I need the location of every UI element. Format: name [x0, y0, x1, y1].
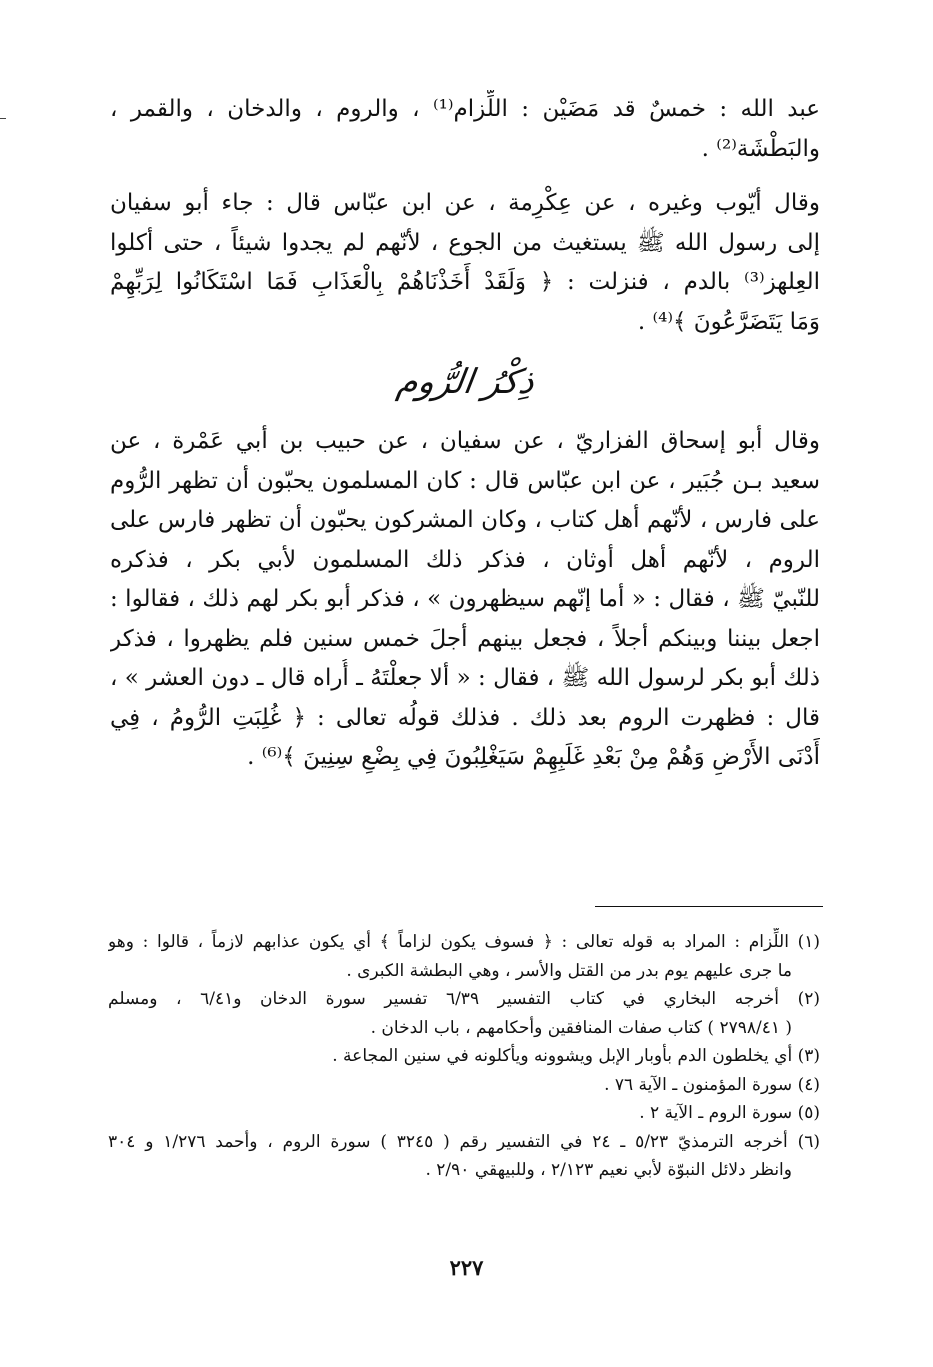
footnote-1: (١) اللِّزام : المراد به قوله تعالى : ﴿ فسوف يكون لزاماً ﴾ أي يكون عذابهم لازماً ، قالوا : وهو: [108, 932, 820, 952]
text-line: عبد الله : خمسٌ قد مَضَيْن : اللِّزام⁽¹⁾ ، والروم ، والدخان ، والقمر ،: [110, 96, 820, 122]
footnote-6: (٦) أخرجه الترمذيّ ٥/٢٣ ـ ٢٤ في التفسير رقم ( ٣٢٤٥ ) سورة الروم ، وأحمد ١/٢٧٦ و ٣٠٤: [108, 1131, 820, 1152]
text-line: أَدْنَى الأَرْضِ وَهُمْ مِنْ بَعْدِ غَلَبِهِمْ سَيَغْلِبُونَ فِي بِضْعِ سِنِينَ ﴾⁽⁶⁾ .: [247, 744, 820, 770]
footnote-2-continued: ( ٢٧٩٨/٤١ ) كتاب صفات المنافقين وأحكامهم ، باب الدخان .: [370, 1017, 792, 1038]
text-line: وقال أبو إسحاق الفزاريّ ، عن سفيان ، عن حبيب بن أبي عَمْرة ، عن: [110, 428, 820, 454]
page-number: ٢٢٧: [449, 1255, 484, 1280]
text-line: سعيد بـن جُبَير ، عن ابن عبّاس قال : كان المسلمون يحبّون أن تظهر الرُّوم: [110, 467, 820, 494]
footnote-1-continued: ما جرى عليهم يوم بدر من القتل والأسر ، وهي البطشة الكبرى .: [346, 960, 792, 981]
section-heading: [110, 342, 820, 422]
footnote-3: (٣) أي يخلطون الدم بأوبار الإبل ويشوونه ويأكلونه في سنين المجاعة .: [332, 1046, 820, 1066]
section-heading-text: ذِكْرُ الرُّوم: [393, 362, 537, 402]
footnote-2: (٢) أخرجه البخاري في كتاب التفسير ٦/٣٩ تفسير سورة الدخان و٦/٤١ ، ومسلم: [108, 989, 820, 1009]
text-line: الروم ، لأنّهم أهل أوثان ، فذكر ذلك المسلمون لأبي بكر ، فذكره: [110, 546, 820, 573]
text-line: للنّبيّ ﷺ ، فقال : « أما إنّهم سيظهرون » ، فذكر أبو بكر لهم ذلك ، فقالوا :: [110, 586, 820, 612]
text-line: على فارس ، لأنّهم أهل كتاب ، وكان المشركون يحبّون أن تظهر فارس على: [110, 507, 820, 533]
footnotes: [108, 928, 820, 1185]
paragraph-2: [110, 184, 820, 342]
footnote-5: (٥) سورة الروم ـ الآية ٢ .: [639, 1103, 820, 1123]
text-line: ذلك أبو بكر لرسول الله ﷺ ، فقال : « ألا جعلْتَهُ ـ أُراه قال ـ دون العشر » ،: [110, 665, 820, 691]
text-line: إلى رسول الله ﷺ يستغيث من الجوع ، لأنّهم لم يجدوا شيئاً ، حتى أكلوا: [110, 229, 820, 256]
paragraph-1: [110, 90, 820, 169]
text-line: اجعل بيننا وبينكم أجلاً ، فجعل بينهم أجلَ خمس سنين فلم يظهروا ، فذكر: [110, 625, 820, 652]
text-line: والبَطْشَة⁽²⁾ .: [701, 135, 820, 162]
text-line: قال : فظهرت الروم بعد ذلك . فذلك قولُه تعالى : ﴿ غُلِبَتِ الرُّومُ ، فِي: [110, 704, 820, 731]
footnote-separator: [595, 906, 823, 907]
text-line: وَمَا يَتَضَرَّعُونَ ﴾⁽⁴⁾ .: [637, 308, 820, 335]
paragraph-3: [110, 422, 820, 778]
main-text: [110, 90, 820, 778]
text-line: العِلهز⁽³⁾ بالدم ، فنزلت : ﴿ وَلَقَدْ أَخَذْنَاهُمْ بِالْعَذَابِ فَمَا اسْتَكَانُوا لِرَبِّهِمْ: [110, 269, 820, 295]
footnote-6-continued: وانظر دلائل النبوّة لأبي نعيم ٢/١٢٣ ، وللبيهقي ٢/٩٠ .: [425, 1160, 792, 1180]
margin-mark: [0, 118, 6, 119]
text-line: وقال أيّوب وغيره ، عن عِكْرِمة ، عن ابن عبّاس قال : جاء أبو سفيان: [110, 190, 820, 216]
footnote-4: (٤) سورة المؤمنون ـ الآية ٧٦ .: [604, 1074, 820, 1095]
